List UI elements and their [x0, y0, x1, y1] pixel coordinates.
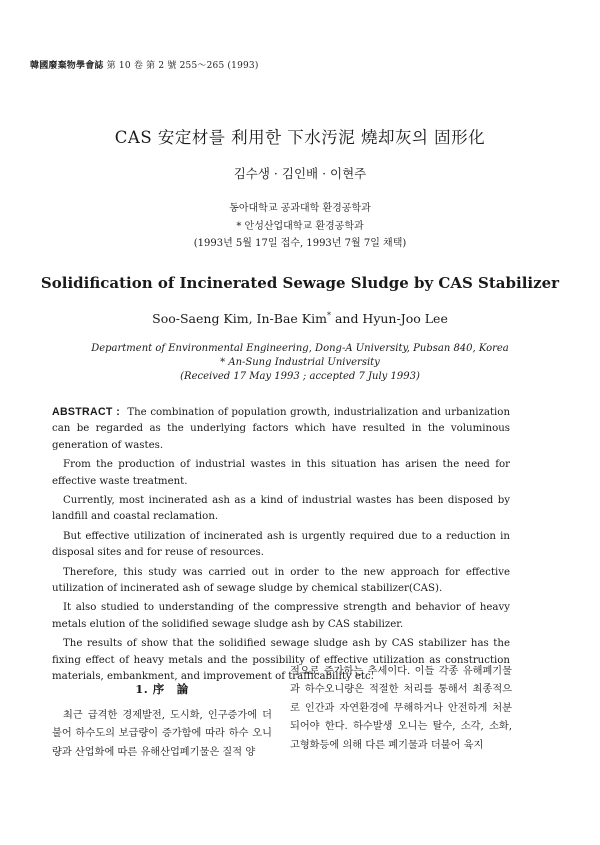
- body-column-left: [52, 681, 272, 762]
- body-paragraph-continued: 적으로 증가하는 추세이다. 이들 각종 유해폐기물과 하수오니량은 적절한 처리를 통해서 최종적으로 인간과 자연환경에 무해하거나 안전하게 처분되어야 한다. 하수발생 오니는 탈수, 소각, 소화, 고형화등에 의해 다른 폐기물과 더불어 육지: [290, 666, 512, 751]
- title-english: Solidification of Incinerated Sewage Sludge by CAS Stabilizer: [40, 274, 560, 292]
- abstract-label: ABSTRACT :: [52, 406, 121, 418]
- journal-name: 韓國廢棄物學會誌: [30, 61, 104, 71]
- affiliation-korean-1: 동아대학교 공과대학 환경공학과: [229, 203, 371, 214]
- title-korean: CAS 安定材를 利用한 下水汚泥 燒却灰의 固形化: [114, 128, 486, 147]
- received-date-korean: (1993년 5월 17일 접수, 1993년 7월 7일 채택): [193, 238, 407, 249]
- abstract-paragraph: The results of show that the solidified sewage sludge ash by CAS stabilizer has the fixing effect of heavy metals and the possibility of effective utilization as construction materials, embankment, and improvement of trafficability etc.: [52, 638, 510, 683]
- affiliation-english-1: Department of Environmental Engineering, Dong-A University, Pubsan 840, Korea: [91, 343, 509, 354]
- abstract-paragraph: Therefore, this study was carried out in order to the new approach for effective utilization of incinerated ash of sewage sludge by chemical stabilizer(CAS).: [52, 566, 510, 595]
- received-date-english: (Received 17 May 1993 ; accepted 7 July 1993): [180, 371, 420, 382]
- abstract-paragraph: But effective utilization of incinerated ash is urgently required due to a reduction in disposal sites and for reuse of resources.: [52, 530, 510, 559]
- abstract-paragraph: It also studied to understanding of the compressive strength and behavior of heavy metals elution of the solidified sewage sludge ash by CAS stabilizer.: [52, 602, 510, 630]
- abstract-paragraph: Currently, most incinerated ash as a kind of industrial wastes has been disposed by landfill and coastal reclamation.: [52, 495, 510, 523]
- abstract-paragraph: From the production of industrial wastes in this situation has arisen the need for effective waste treatment.: [52, 459, 510, 487]
- authors-korean: 김수생 · 김인배 · 이현주: [233, 166, 367, 181]
- journal-issue: 第 10 卷 第 2 號 255～265 (1993): [106, 61, 259, 71]
- authors-english-part1: Soo-Saeng Kim, In-Bae Kim: [152, 311, 327, 327]
- authors-english: [0, 311, 600, 326]
- affiliation-english-2: * An-Sung Industrial University: [220, 357, 380, 368]
- journal-header: [30, 58, 259, 71]
- section-heading-introduction: 1. 序 論: [135, 682, 189, 696]
- abstract-paragraph: [52, 404, 510, 454]
- body-column-right: [290, 663, 512, 755]
- authors-english-part2: and Hyun-Joo Lee: [330, 311, 448, 327]
- author-star-mark: *: [326, 311, 331, 320]
- abstract-text: The combination of population growth, industrialization and urbanization can be regarded as the underlying factors which have resulted in the voluminous generation of wastes.: [52, 407, 511, 451]
- affiliation-korean-2: * 안성산업대학교 환경공학과: [236, 221, 364, 232]
- body-paragraph: 최근 급격한 경제발전, 도시화, 인구증가에 더불어 하수도의 보급량이 증가함에 따라 하수 오니량과 산업화에 따른 유해산업폐기물은 질적 양: [52, 710, 272, 758]
- abstract: [52, 404, 510, 689]
